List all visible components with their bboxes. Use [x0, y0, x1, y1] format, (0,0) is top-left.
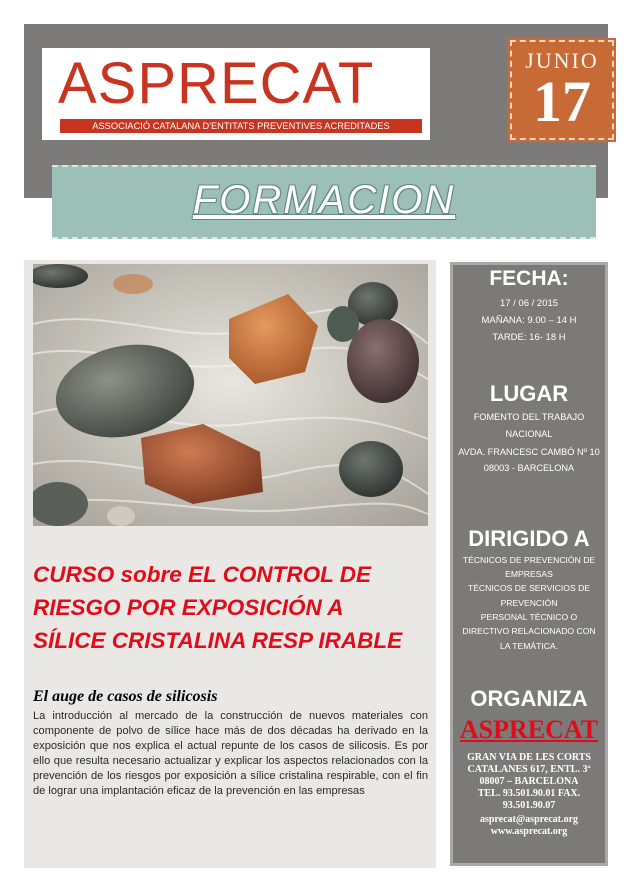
- organizer-name: ASPRECAT: [459, 715, 599, 744]
- logo-wordmark: ASPRECAT: [58, 51, 375, 116]
- course-title-line-1: CURSO sobre EL CONTROL DE: [33, 562, 371, 587]
- article-body: La introducción al mercado de la construcción de nuevos materiales con componente de polvo de sílice hace más de dos décadas ha derivado en la exposición que nos explica el actual repunte de los casos de silicosis. Es por ello que resulta necesario actualizar y explicar los aspectos relacionados con la prevención de los riesgos por exposición a sílice cristalina respirable, con el fin de lograr una implantación eficaz de la prevención en las empresas: [33, 710, 428, 797]
- article-title: El auge de casos de silicosis: [33, 688, 218, 705]
- fecha-date: 17 / 06 / 2015: [499, 298, 559, 309]
- date-day: 17: [533, 69, 591, 134]
- dirigido-line: PREVENCIÓN: [500, 598, 558, 608]
- hero-photo: [33, 264, 428, 526]
- date-month: JUNIO: [525, 48, 599, 73]
- course-title-line-3: SÍLICE CRISTALINA RESP IRABLE: [33, 628, 403, 653]
- logo-subtitle: ASSOCIACIÓ CATALANA D'ENTITATS PREVENTIVES ACREDITADES: [60, 119, 422, 133]
- organiza-heading: ORGANIZA: [470, 686, 588, 711]
- lugar-line: NACIONAL: [505, 429, 553, 439]
- organiza-website[interactable]: www.asprecat.org: [490, 826, 568, 837]
- fecha-heading: FECHA:: [489, 267, 569, 290]
- dirigido-line: EMPRESAS: [505, 569, 553, 579]
- organiza-line: CATALANES 617, ENTL. 3ª: [467, 764, 591, 775]
- organiza-line: GRAN VIA DE LES CORTS: [467, 752, 591, 763]
- dirigido-line: TÉCNICOS DE PREVENCIÓN DE: [462, 555, 596, 565]
- lugar-line: AVDA. FRANCESC CAMBÓ Nº 10: [458, 447, 600, 457]
- organiza-line: 08007 – BARCELONA: [479, 776, 579, 787]
- lugar-line: 08003 - BARCELONA: [483, 463, 575, 473]
- course-title-line-2: RIESGO POR EXPOSICIÓN A: [33, 595, 344, 620]
- organiza-email[interactable]: asprecat@asprecat.org: [479, 814, 579, 825]
- fecha-afternoon: TARDE: 16- 18 H: [492, 332, 566, 343]
- dirigido-line: DIRECTIVO RELACIONADO CON: [462, 626, 596, 636]
- lugar-heading: LUGAR: [489, 381, 569, 406]
- course-title: [33, 558, 433, 657]
- organiza-line: 93.501.90.07: [502, 800, 556, 811]
- dirigido-line: PERSONAL TÉCNICO O: [480, 612, 578, 622]
- lugar-line: FOMENTO DEL TRABAJO: [473, 412, 585, 422]
- dirigido-line: LA TEMÁTICA.: [499, 641, 559, 651]
- organiza-line: TEL. 93.501.90.01 FAX.: [477, 788, 581, 799]
- dirigido-line: TÉCNICOS DE SERVICIOS DE: [467, 583, 591, 593]
- dirigido-heading: DIRIGIDO A: [468, 526, 590, 551]
- fecha-morning: MAÑANA: 9.00 – 14 H: [481, 315, 577, 326]
- section-title: FORMACION: [192, 178, 456, 222]
